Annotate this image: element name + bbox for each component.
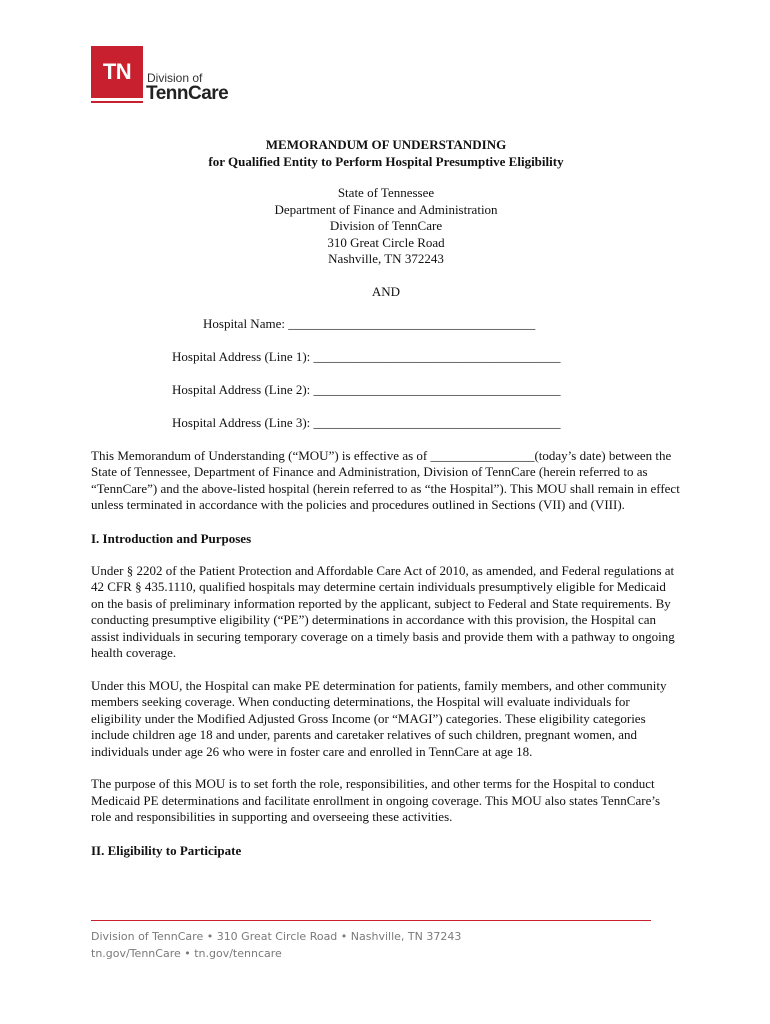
address-line: State of Tennessee	[337, 185, 435, 200]
document-body	[91, 136, 681, 859]
and-label: AND	[371, 283, 401, 299]
section-1-heading: I. Introduction and Purposes	[91, 530, 252, 546]
footer-links: tn.gov/TennCare • tn.gov/tenncare	[91, 947, 282, 960]
hospital-address-line2-field[interactable]: Hospital Address (Line 2): ______________________________________	[172, 381, 561, 397]
section-1-paragraph-2: Under this MOU, the Hospital can make PE determination for patients, family members, and other community members seeking coverage. When conducting determinations, the Hospital will evaluate individuals for eligibility under the Modified Adjusted Gross Income (or “MAGI”) categories. These eligibility categories include children age 18 and under, parents and caretaker relatives of such children, pregnant women, and individuals under age 26 who were in foster care and enrolled in TennCare at age 18.	[91, 677, 667, 759]
address-line: 310 Great Circle Road	[327, 234, 445, 250]
footer-address: Division of TennCare • 310 Great Circle Road • Nashville, TN 37243	[91, 930, 462, 943]
logo-division-text: Division of	[147, 71, 203, 85]
address-line: Department of Finance and Administration	[274, 201, 498, 217]
intro-paragraph: This Memorandum of Understanding (“MOU”) is effective as of ________________(today’s date) between the State of Tennessee, Department of Finance and Administration, Division of TennCare (herein referred to as “TennCare”) and the above-listed hospital (herein referred to as “the Hospital”). This MOU shall remain in effect unless terminated in accordance with the policies and procedures outlined in Sections (VII) and (VIII).	[91, 447, 680, 512]
logo-underline	[91, 101, 143, 103]
section-2-heading: II. Eligibility to Participate	[91, 842, 242, 858]
hospital-address-line1-field[interactable]: Hospital Address (Line 1): ______________________________________	[172, 348, 561, 364]
address-line: Nashville, TN 372243	[328, 251, 444, 266]
state-address-block	[91, 185, 681, 268]
hospital-name-field[interactable]: Hospital Name: ______________________________________	[203, 315, 536, 331]
section-1-paragraph-3: The purpose of this MOU is to set forth the role, responsibilities, and other terms for the Hospital to conduct Medicaid PE determinations and facilitate enrollment in ongoing coverage. This MOU also states TennCare’s role and responsibilities in supporting and overseeing these activities.	[91, 776, 661, 824]
hospital-address-line3-field[interactable]: Hospital Address (Line 3): ______________________________________	[172, 414, 561, 430]
tenncare-logo	[91, 46, 231, 106]
title-line-1: MEMORANDUM OF UNDERSTANDING	[265, 137, 507, 152]
page-footer	[91, 928, 461, 962]
tn-logo-mark: TN	[91, 46, 143, 98]
document-title	[91, 136, 681, 170]
title-line-2: for Qualified Entity to Perform Hospital Presumptive Eligibility	[208, 154, 564, 169]
footer-divider	[91, 920, 651, 921]
address-line: Division of TennCare	[329, 218, 443, 233]
logo-brand-text: TennCare	[146, 83, 229, 104]
section-1-paragraph-1: Under § 2202 of the Patient Protection and Affordable Care Act of 2010, as amended, and Federal regulations at 42 CFR § 435.1110, qualified hospitals may determine certain individuals presumptively eligible for Medicaid on the basis of preliminary information reported by the applicant, subject to Federal and State requirements. By conducting presumptive eligibility (“PE”) determinations in accordance with this provision, the Hospital can assist individuals in securing temporary coverage on a timely basis and provide them with a pathway to ongoing health coverage.	[91, 562, 675, 660]
